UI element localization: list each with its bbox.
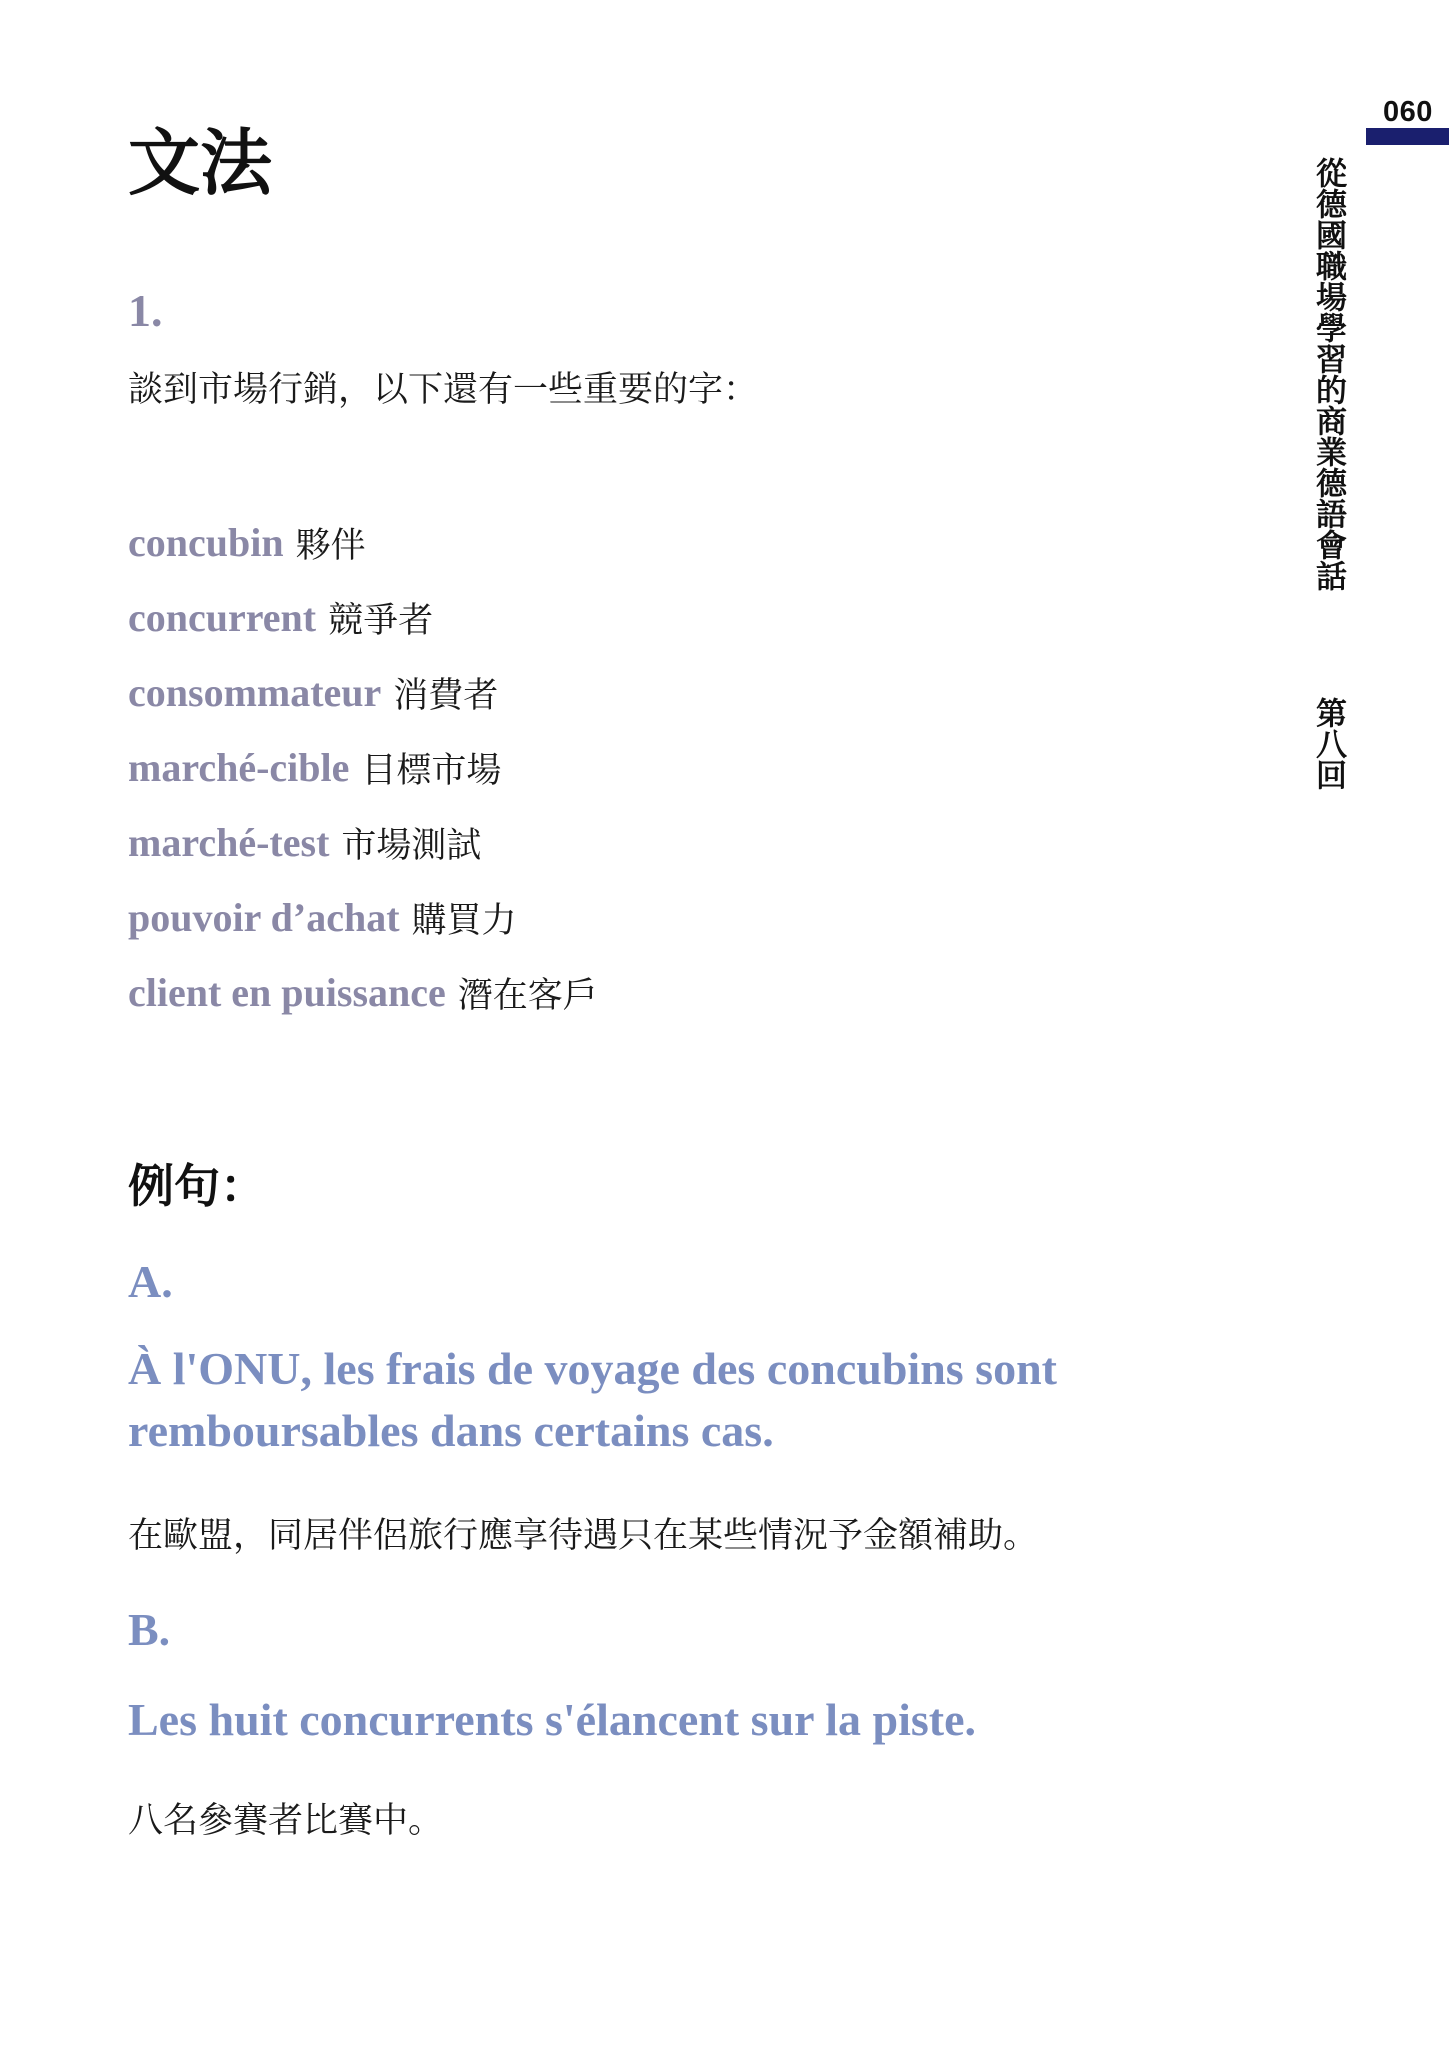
- vocab-french: pouvoir d’achat: [128, 895, 400, 940]
- section-title: 文法: [128, 121, 273, 205]
- example-a-french: À l'ONU, les frais de voyage des concubins sont remboursables dans certains cas.: [128, 1343, 1057, 1456]
- vocab-item: [128, 505, 598, 580]
- vocab-item: [128, 580, 598, 655]
- vocabulary-list: [128, 505, 598, 1030]
- vocab-chinese: 目標市場: [361, 750, 502, 791]
- grammar-point-number: 1.: [128, 285, 163, 336]
- example-b-french: Les huit concurrents s'élancent sur la piste.: [128, 1694, 977, 1745]
- examples-heading: 例句：: [128, 1159, 266, 1213]
- page-number-bar: [1366, 128, 1449, 145]
- vocab-chinese: 消費者: [393, 675, 499, 716]
- vocab-chinese: 潛在客戶: [457, 975, 598, 1016]
- vocab-item: [128, 805, 598, 880]
- vocab-chinese: 購買力: [411, 900, 517, 941]
- vocab-item: [128, 655, 598, 730]
- vocab-french: client en puissance: [128, 970, 446, 1015]
- chapter-label-vertical: 第八回: [1310, 697, 1346, 790]
- vocab-french: consommateur: [128, 670, 382, 715]
- vocab-french: concubin: [128, 520, 284, 565]
- example-label-a: A.: [128, 1256, 173, 1307]
- grammar-intro: 談到市場行銷，以下還有一些重要的字：: [128, 370, 759, 410]
- example-label-b: B.: [128, 1604, 171, 1655]
- vocab-item: [128, 955, 598, 1030]
- vocab-chinese: 夥伴: [295, 525, 366, 566]
- book-title-vertical: 從德國職場學習的商業德語會話: [1310, 157, 1346, 591]
- vocab-item: [128, 730, 598, 805]
- vocab-french: marché-test: [128, 820, 330, 865]
- vocab-item: [128, 880, 598, 955]
- vocab-chinese: 競爭者: [328, 600, 434, 641]
- example-a-chinese: 在歐盟，同居伴侶旅行應享待遇只在某些情況予金額補助。: [128, 1516, 1039, 1556]
- vocab-chinese: 市場測試: [341, 825, 482, 866]
- example-b-chinese: 八名參賽者比賽中。: [128, 1801, 444, 1841]
- vocab-french: marché-cible: [128, 745, 350, 790]
- vocab-french: concurrent: [128, 595, 317, 640]
- page-number: 060: [1383, 96, 1433, 128]
